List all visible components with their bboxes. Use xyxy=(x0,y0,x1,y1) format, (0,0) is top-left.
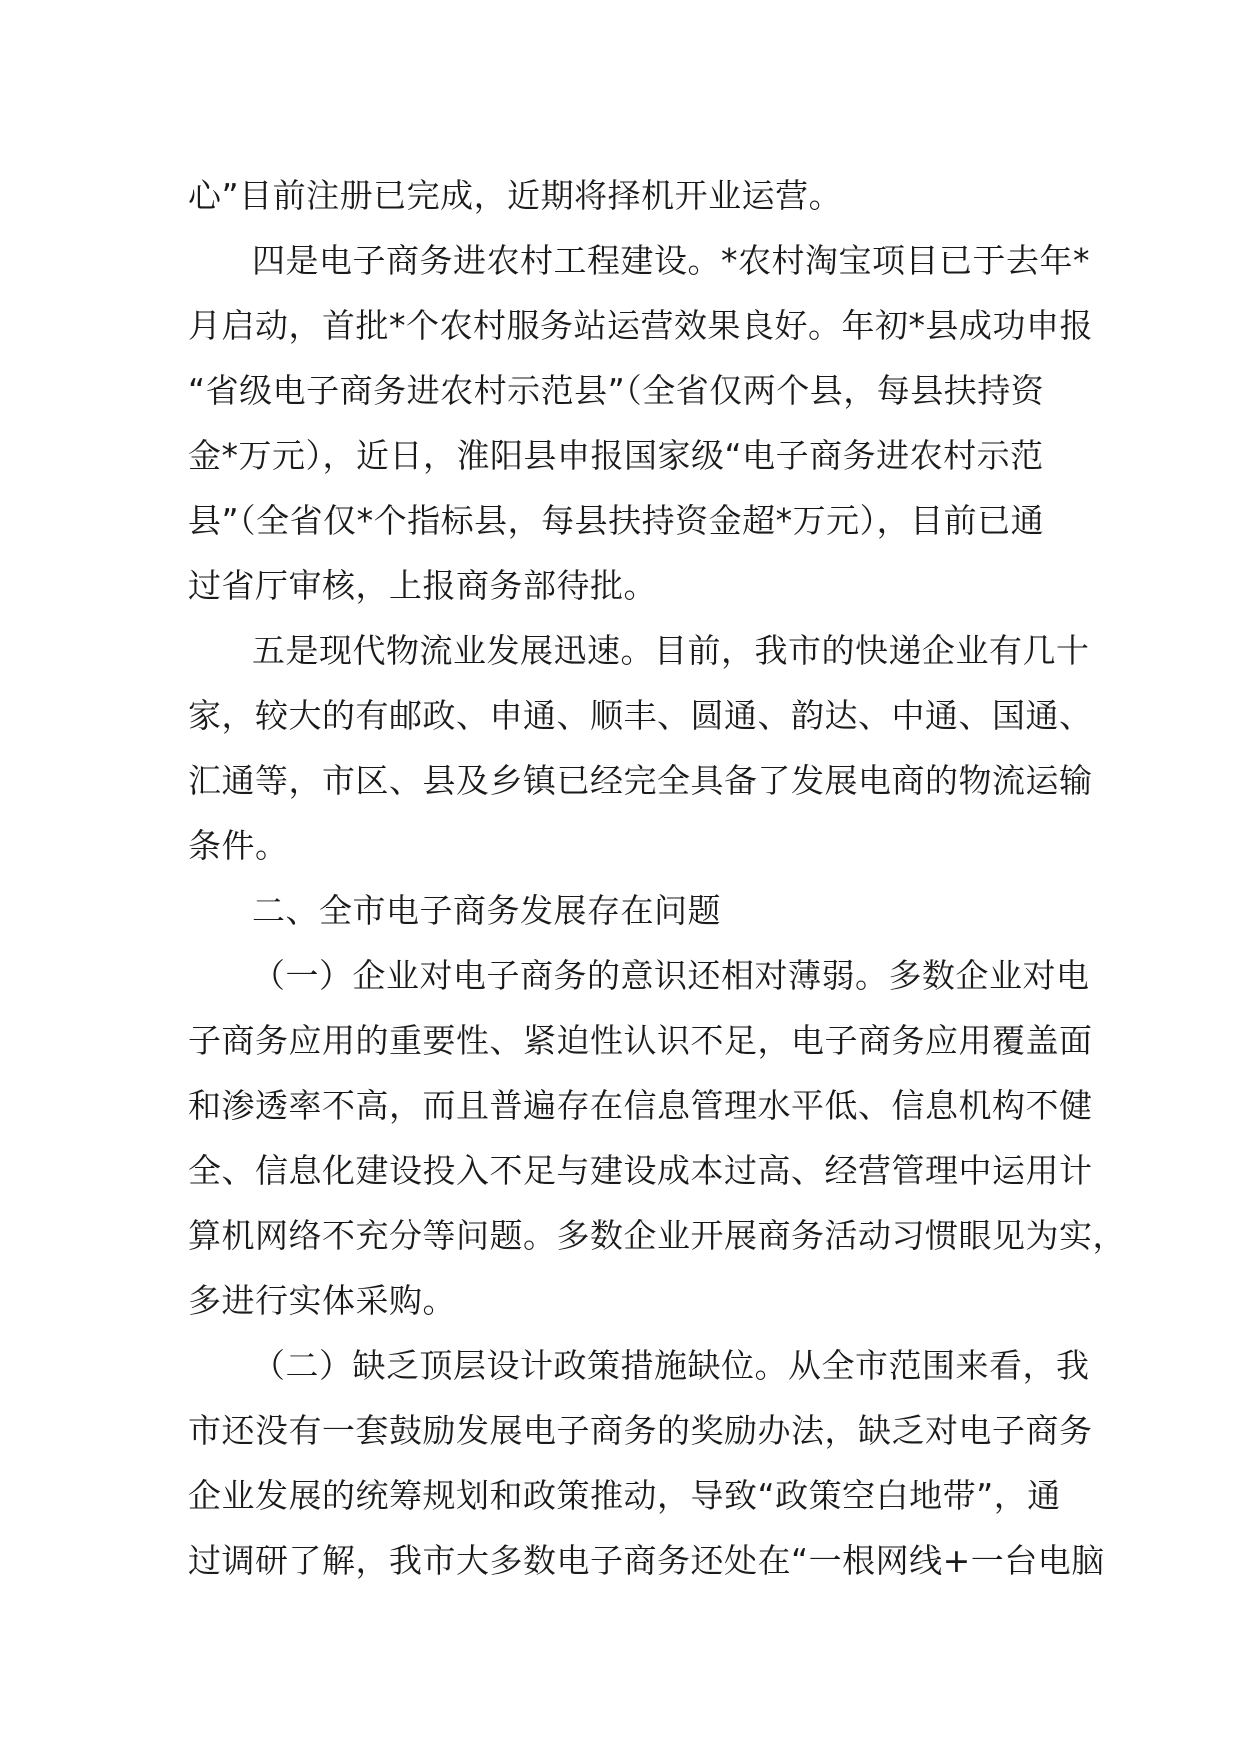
text-line: 子商务应用的重要性、紧迫性认识不足，电子商务应用覆盖面 xyxy=(188,1021,1093,1060)
text-line: 家，较大的有邮政、申通、顺丰、圆通、韵达、中通、国通、 xyxy=(188,696,1093,735)
text-line: （二）缺乏顶层设计政策措施缺位。从全市范围来看，我 xyxy=(252,1346,1090,1385)
text-line: 心”目前注册已完成，近期将择机开业运营。 xyxy=(188,176,843,215)
text-line: 算机网络不充分等问题。多数企业开展商务活动习惯眼见为实， xyxy=(188,1216,1126,1255)
text-line: （一）企业对电子商务的意识还相对薄弱。多数企业对电 xyxy=(252,956,1090,995)
section-heading: 二、全市电子商务发展存在问题 xyxy=(252,891,721,930)
text-line: 过省厅审核，上报商务部待批。 xyxy=(188,566,657,605)
text-line: 县”（全省仅*个指标县，每县扶持资金超*万元），目前已通 xyxy=(188,501,1045,540)
text-line: “省级电子商务进农村示范县”（全省仅两个县，每县扶持资 xyxy=(188,371,1045,410)
document-body xyxy=(188,163,1126,1593)
text-line: 五是现代物流业发展迅速。目前，我市的快递企业有几十 xyxy=(252,631,1090,670)
text-line: 过调研了解，我市大多数电子商务还处在“一根网线+一台电脑 xyxy=(188,1541,1105,1580)
text-line: 四是电子商务进农村工程建设。*农村淘宝项目已于去年* xyxy=(252,241,1090,280)
text-line: 条件。 xyxy=(188,826,289,865)
text-line: 金*万元），近日，淮阳县申报国家级“电子商务进农村示范 xyxy=(188,436,1044,475)
text-line: 汇通等，市区、县及乡镇已经完全具备了发展电商的物流运输 xyxy=(188,761,1093,800)
text-line: 市还没有一套鼓励发展电子商务的奖励办法，缺乏对电子商务 xyxy=(188,1411,1093,1450)
text-line: 月启动，首批*个农村服务站运营效果良好。年初*县成功申报 xyxy=(188,306,1093,345)
text-line: 多进行实体采购。 xyxy=(188,1281,456,1320)
text-line: 企业发展的统筹规划和政策推动，导致“政策空白地带”，通 xyxy=(188,1476,1061,1515)
text-line: 全、信息化建设投入不足与建设成本过高、经营管理中运用计 xyxy=(188,1151,1093,1190)
text-line: 和渗透率不高，而且普遍存在信息管理水平低、信息机构不健 xyxy=(188,1086,1093,1125)
